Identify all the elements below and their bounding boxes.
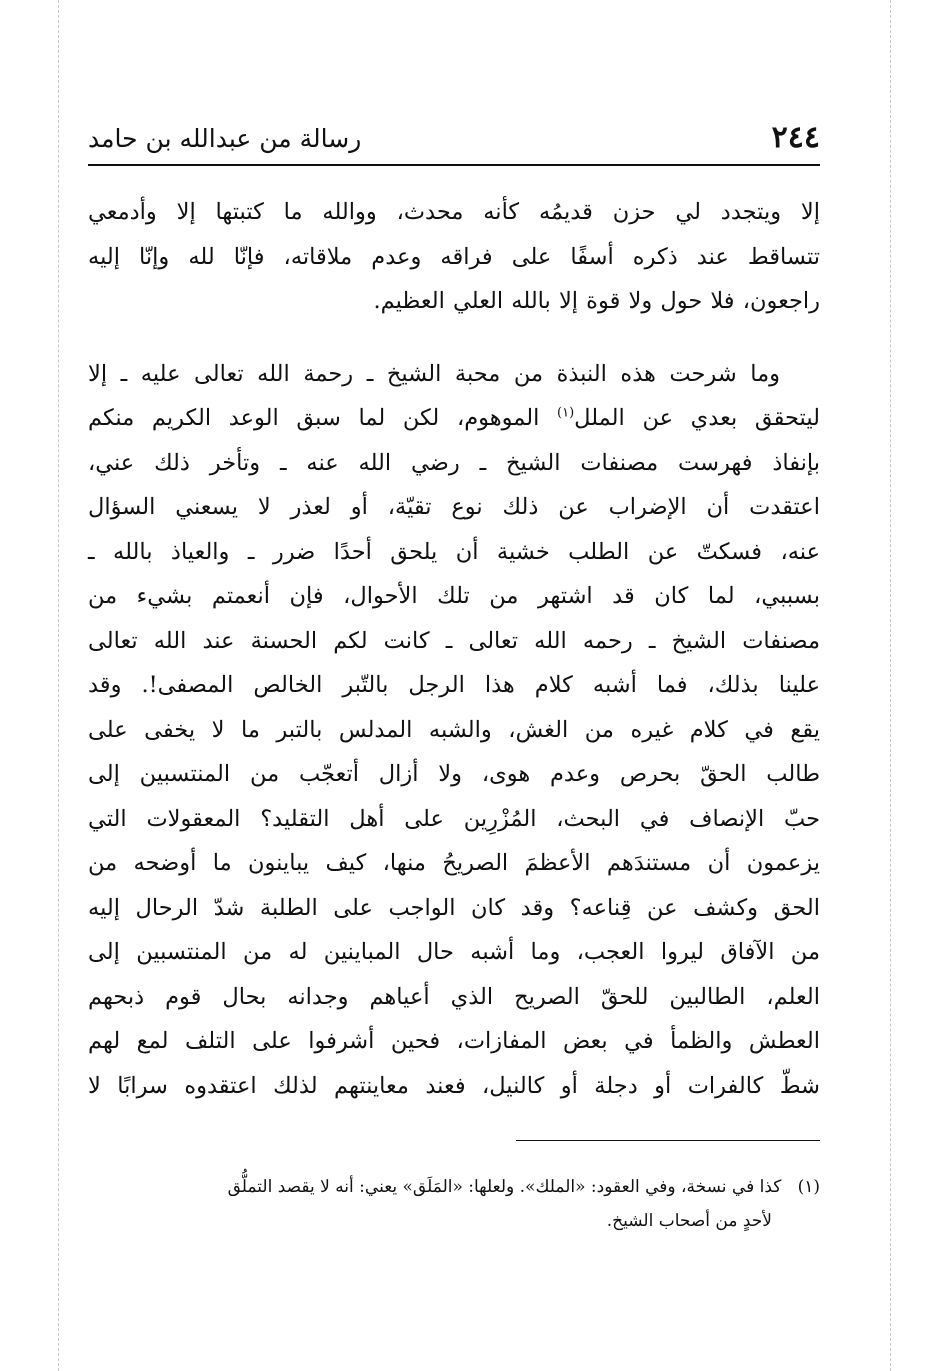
text-line: عنه، فسكتّ عن الطلب خشية أن يلحق أحدًا ضرر ـ والعياذ بالله ـ <box>88 538 820 565</box>
page-header <box>88 110 820 166</box>
footnote-marker: (١) <box>797 1177 820 1197</box>
footnote-line: لأحدٍ من أصحاب الشيخ. <box>606 1211 772 1231</box>
text-line: مصنفات الشيخ ـ رحمه الله تعالى ـ كانت لكم الحسنة عند الله تعالى <box>88 627 820 654</box>
footnote <box>88 1170 820 1238</box>
margin-guide-right <box>890 0 891 1371</box>
text-line: إلا ويتجدد لي حزن قديمُه كأنه محدث، ووالله ما كتبتها إلا وأدمعي <box>88 199 820 225</box>
footnote-separator <box>516 1140 820 1141</box>
text-line: شطّ كالفرات أو دجلة أو كالنيل، فعند معاينتهم لذلك اعتقدوه سرابًا لا <box>88 1072 820 1099</box>
paragraph-2 <box>88 352 820 1109</box>
margin-guide-left <box>58 0 59 1371</box>
text-line: من الآفاق ليروا العجب، وما أشبه حال المباينين له من المنتسبين إلى <box>88 939 820 965</box>
paragraph-1 <box>88 190 820 324</box>
text-line: بإنفاذ فهرست مصنفات الشيخ ـ رضي الله عنه ـ وتأخر ذلك عني، <box>88 449 820 476</box>
page-number: ٢٤٤ <box>771 120 820 155</box>
book-page <box>88 110 820 1108</box>
text-line: العلم، الطالبين للحقّ الصريح الذي أعياهم وجدانه بحال قوم ذبحهم <box>88 983 820 1010</box>
text-line: الحق وكشف عن قِناعه؟ وقد كان الواجب على الطلبة شدّ الرحال إليه <box>88 894 820 921</box>
text-line: وما شرحت هذه النبذة من محبة الشيخ ـ رحمة الله تعالى عليه ـ إلا <box>88 360 780 387</box>
footnote-reference[interactable]: (١) <box>557 405 575 421</box>
text-line: اعتقدت أن الإضراب عن ذلك نوع تقيّة، أو لعذر لا يسعني السؤال <box>88 494 820 520</box>
footnote-line <box>88 1170 820 1204</box>
text-line: العطش والظمأ في بعض المفازات، فحين أشرفوا على التلف لمع لهم <box>88 1028 820 1054</box>
text-line: راجعون، فلا حول ولا قوة إلا بالله العلي العظيم. <box>373 288 820 314</box>
text-segment: الموهوم، لكن لما سبق الوعد الكريم منكم <box>88 405 558 431</box>
body-text <box>88 190 820 1108</box>
footnote-text: كذا في نسخة، وفي العقود: «الملك». ولعلها: «المَلَق» يعني: أنه لا يقصد التملُّق <box>227 1177 782 1197</box>
text-line-with-footnote <box>88 396 820 441</box>
text-line: حبّ الإنصاف في البحث، المُزْرِين على أهل التقليد؟ المعقولات التي <box>88 805 820 832</box>
text-line: يقع في كلام غيره من الغش، والشبه المدلس بالتبر ما لا يخفى على <box>88 716 820 743</box>
text-line: طالب الحقّ بحرص وعدم هوى، ولا أزال أتعجّب من المنتسبين إلى <box>88 761 820 787</box>
text-line: بسببي، لما كان قد اشتهر من تلك الأحوال، فإن أنعمتم بشيء من <box>88 583 820 609</box>
text-segment: ليتحقق بعدي عن الملل <box>574 405 820 431</box>
text-line: يزعمون أن مستندَهم الأعظمَ الصريحُ منها، كيف يباينون ما أوضحه من <box>88 850 820 876</box>
text-line: علينا بذلك، فما أشبه كلام هذا الرجل بالتّبر الخالص المصفى!. وقد <box>88 672 821 698</box>
text-line: تتساقط عند ذكره أسفًا على فراقه وعدم ملاقاته، فإنّا لله وإنّا إليه <box>88 243 820 270</box>
running-title: رسالة من عبدالله بن حامد <box>88 124 362 153</box>
paragraph-gap <box>88 324 820 352</box>
